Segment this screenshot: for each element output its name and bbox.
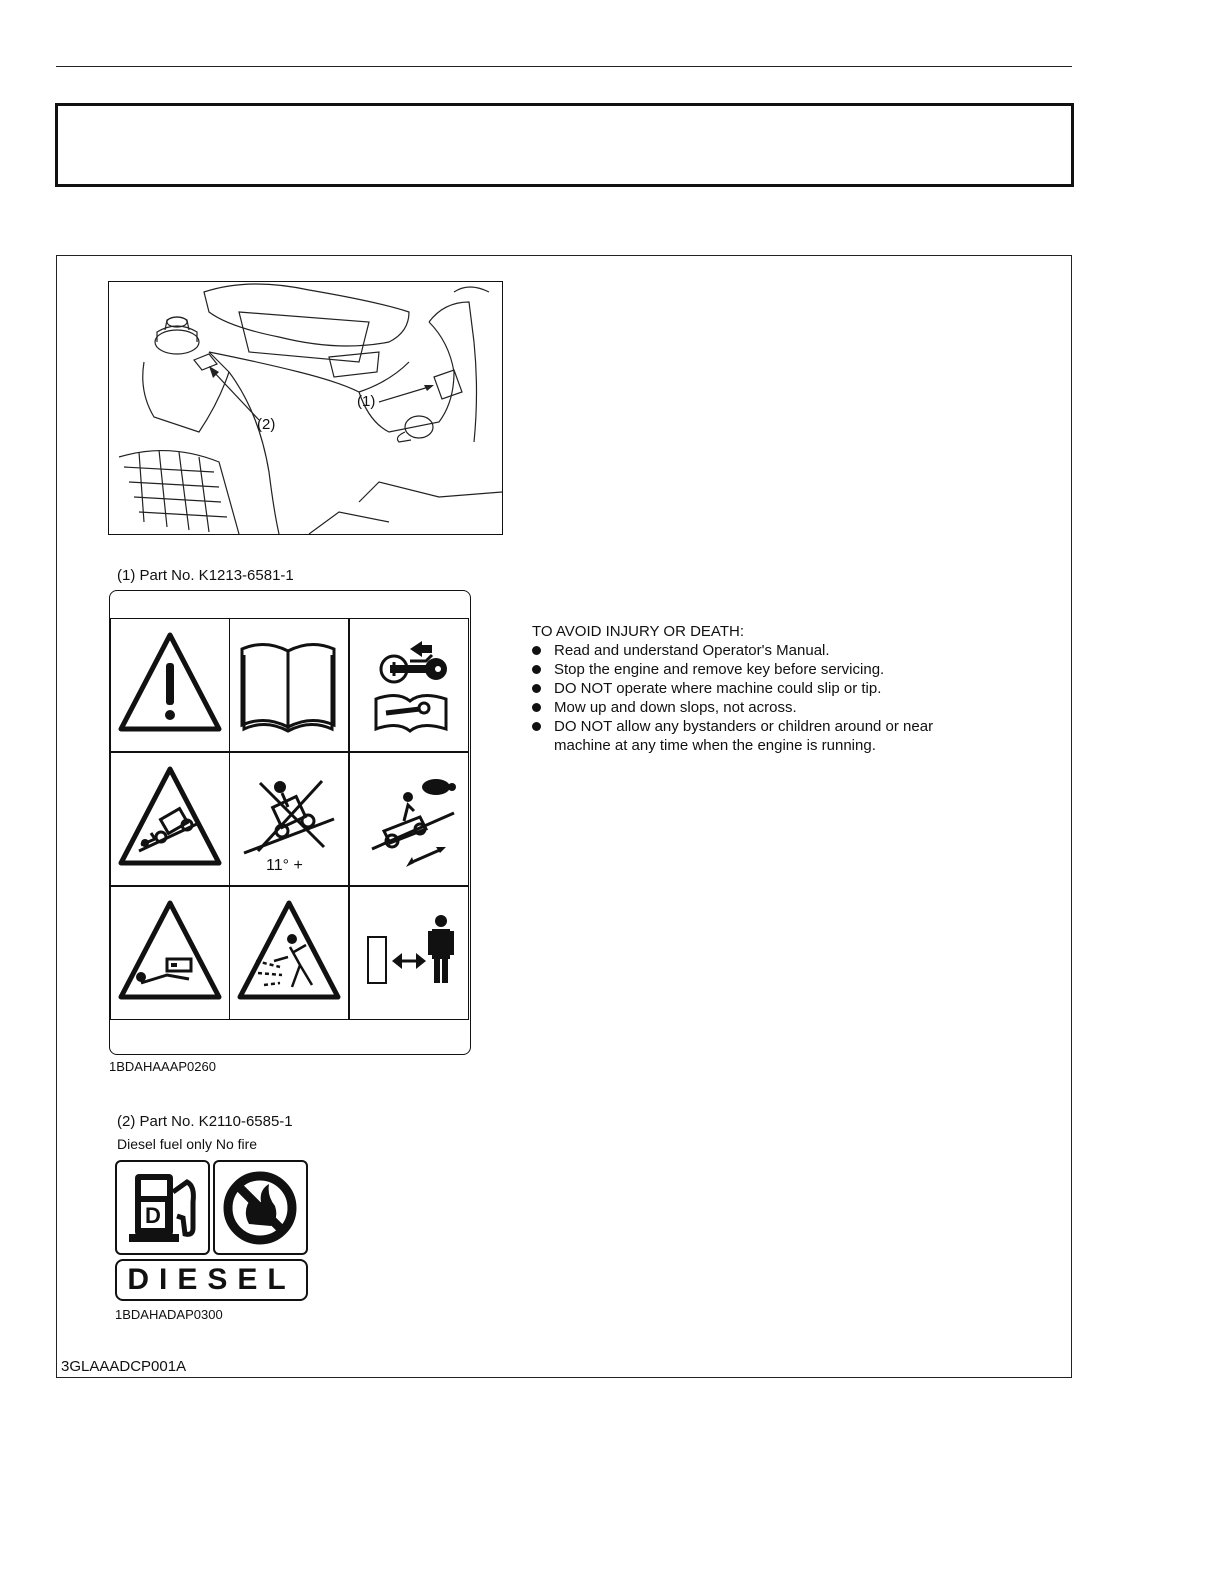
no-fire-icon (215, 1162, 306, 1253)
decal-cell-no-tip (229, 752, 349, 886)
decal-cell-bystander (349, 886, 469, 1020)
decal-1-part-title: (1) Part No. K1213-6581-1 (117, 567, 294, 584)
diesel-word: DIESEL (127, 1263, 296, 1296)
slope-mow-icon (350, 753, 468, 885)
decal-2-part-title: (2) Part No. K2110-6585-1 (117, 1113, 293, 1130)
remove-key-icon (350, 619, 468, 751)
warning-item: DO NOT allow any bystanders or children around or near machine at any time when the engine is running. (532, 717, 974, 755)
decal-cell-thrown-object (229, 886, 349, 1020)
warning-item: Read and understand Operator's Manual. (532, 641, 974, 660)
warning-triangle-icon (111, 619, 229, 751)
machine-illustration (108, 281, 503, 535)
decal-1 (109, 590, 471, 1055)
decal-2-fire-panel (213, 1160, 308, 1255)
manual-book-icon (230, 619, 348, 751)
no-tip-slope-icon (230, 753, 348, 863)
crush-icon (111, 887, 229, 1019)
warning-text (532, 622, 974, 755)
bystander-distance-icon (350, 887, 468, 1019)
fuel-letter: D (145, 1203, 161, 1228)
callout-2: (2) (257, 416, 276, 433)
fuel-pump-icon (117, 1162, 208, 1253)
decal-2-diesel-bar (115, 1259, 308, 1301)
decal-cell-slope-mow (349, 752, 469, 886)
rollover-icon (111, 753, 229, 885)
mower-drawing-icon (109, 282, 502, 534)
warning-heading: TO AVOID INJURY OR DEATH: (532, 623, 744, 640)
slope-angle-text: 11° + (266, 857, 303, 874)
decal-cell-warning (110, 618, 230, 752)
header-rule (56, 66, 1072, 67)
warning-item: DO NOT operate where machine could slip or tip. (532, 679, 974, 698)
decal-1-image-code: 1BDAHAAAP0260 (109, 1059, 216, 1074)
decal-cell-manual (229, 618, 349, 752)
callout-1: (1) (357, 393, 376, 410)
figure-code: 3GLAAADCP001A (61, 1358, 187, 1375)
decal-2-image-code: 1BDAHADAP0300 (115, 1307, 223, 1322)
decal-cell-crush (110, 886, 230, 1020)
warning-item: Mow up and down slops, not across. (532, 698, 974, 717)
decal-cell-key (349, 618, 469, 752)
decal-2-subtitle: Diesel fuel only No fire (117, 1136, 258, 1152)
thrown-object-icon (230, 887, 348, 1019)
decal-2-fuel-panel (115, 1160, 210, 1255)
decal-cell-rollover (110, 752, 230, 886)
warning-item: Stop the engine and remove key before servicing. (532, 660, 974, 679)
title-box (55, 103, 1074, 187)
